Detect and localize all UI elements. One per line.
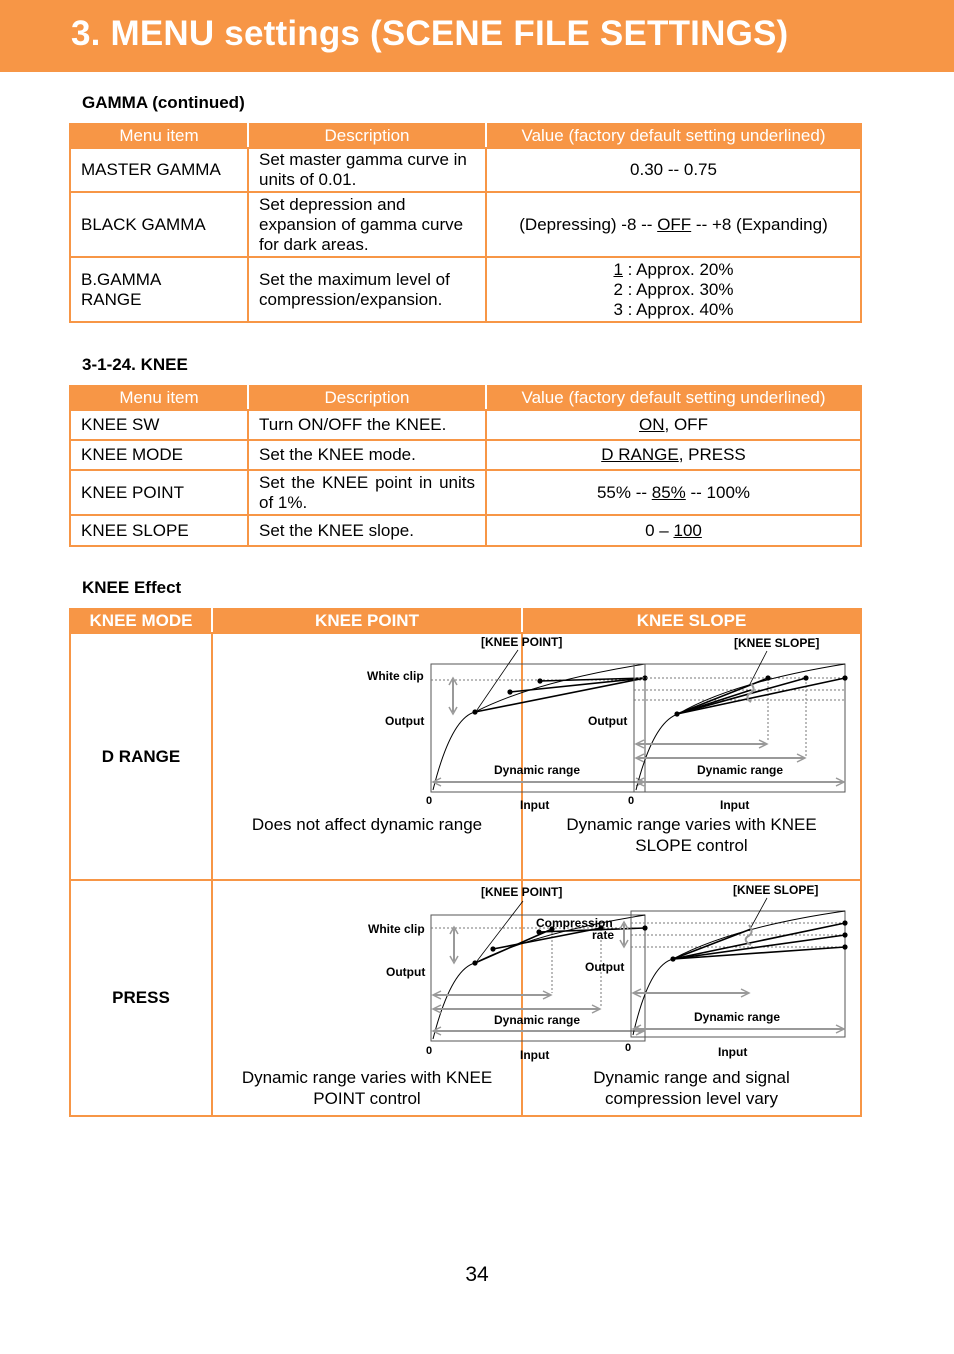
knee-point-marker <box>674 711 679 716</box>
knee-mode-cell: PRESS <box>70 880 212 1116</box>
column-header: Description <box>248 124 486 148</box>
description-cell: Set the KNEE point in units of 1%. <box>248 470 486 515</box>
knee-slope-line <box>677 678 845 714</box>
knee-point-marker <box>472 960 477 965</box>
compression-label: Compression <box>536 916 613 930</box>
description-cell: Set master gamma curve in units of 0.01. <box>248 148 486 192</box>
output-label: Output <box>385 714 425 728</box>
origin-label: 0 <box>426 1045 433 1057</box>
output-label: Output <box>386 965 426 979</box>
value-cell: 55% -- 85% -- 100% <box>486 470 861 515</box>
knee-table <box>69 385 862 547</box>
description-cell: Set the KNEE slope. <box>248 515 486 546</box>
output-label: Output <box>588 714 628 728</box>
input-label: Input <box>718 1045 748 1059</box>
column-header: KNEE SLOPE <box>522 609 861 633</box>
gamma-table <box>69 123 862 323</box>
white-clip-label: White clip <box>367 669 424 683</box>
page-header-banner <box>0 0 954 72</box>
knee-section-heading: 3-1-24. KNEE <box>82 355 188 374</box>
table-row <box>70 257 861 322</box>
menu-item-cell: KNEE SW <box>70 410 248 440</box>
menu-item-cell: KNEE SLOPE <box>70 515 248 546</box>
menu-item-cell: MASTER GAMMA <box>70 148 248 192</box>
column-header: Menu item <box>70 386 248 410</box>
knee-point-drange-graph <box>213 634 581 814</box>
value-cell: 0.30 -- 0.75 <box>486 148 861 192</box>
input-label: Input <box>520 1048 550 1062</box>
dynamic-range-label: Dynamic range <box>694 1010 781 1024</box>
dynamic-range-label: Dynamic range <box>494 1013 581 1027</box>
graph-label: [KNEE POINT] <box>481 635 563 649</box>
menu-item-cell: BLACK GAMMA <box>70 192 248 257</box>
table-header-row <box>70 386 861 410</box>
default-value: 85% <box>651 482 686 502</box>
value-cell: ON, OFF <box>486 410 861 440</box>
default-value: ON <box>639 415 665 434</box>
description-cell: Set the maximum level of compression/expansion. <box>248 257 486 322</box>
value-cell: D RANGE, PRESS <box>486 440 861 470</box>
graph-caption: Does not affect dynamic range <box>251 815 483 834</box>
knee-mode-cell: D RANGE <box>70 633 212 880</box>
table-row <box>70 515 861 546</box>
knee-slope-line <box>677 678 806 714</box>
table-row <box>70 410 861 440</box>
knee-point-marker <box>490 946 495 951</box>
menu-item-cell: KNEE MODE <box>70 440 248 470</box>
knee-effect-heading: KNEE Effect <box>82 578 182 597</box>
knee-point-cell <box>212 633 581 880</box>
knee-slope-line <box>677 678 768 714</box>
knee-slope-drange-graph <box>523 634 858 814</box>
input-label: Input <box>520 798 550 812</box>
input-label: Input <box>720 798 750 812</box>
description-cell: Set the KNEE mode. <box>248 440 486 470</box>
table-row <box>70 470 861 515</box>
table-row <box>70 880 861 1116</box>
graph-caption: Dynamic range varies with KNEE SLOPE control <box>566 815 817 855</box>
knee-point-marker <box>507 689 512 694</box>
knee-slope-cell <box>522 880 861 1116</box>
white-clip-label: White clip <box>368 922 425 936</box>
origin-label: 0 <box>628 795 635 807</box>
knee-slope-cell <box>522 633 861 880</box>
table-row <box>70 633 861 880</box>
graph-label: [KNEE SLOPE] <box>734 636 820 650</box>
value-cell: 1 : Approx. 20% 2 : Approx. 30% 3 : Approx. 40% <box>486 257 861 322</box>
graph-caption: Dynamic range varies with KNEE POINT control <box>241 1068 493 1108</box>
column-header: KNEE POINT <box>212 609 522 633</box>
table-header-row <box>70 609 861 633</box>
knee-slope-press-graph <box>523 881 858 1067</box>
default-value: 1 <box>613 259 623 279</box>
dynamic-range-label: Dynamic range <box>697 763 784 777</box>
value-cell: (Depressing) -8 -- OFF -- +8 (Expanding) <box>486 192 861 257</box>
column-header: Menu item <box>70 124 248 148</box>
origin-label: 0 <box>625 1042 632 1054</box>
knee-point-marker <box>670 956 675 961</box>
value-cell: 0 – 100 <box>486 515 861 546</box>
dynamic-range-label: Dynamic range <box>494 763 581 777</box>
page-number: 34 <box>465 1263 489 1286</box>
column-header: Value (factory default setting underlined) <box>486 386 861 410</box>
column-header: KNEE MODE <box>70 609 212 633</box>
table-row <box>70 148 861 192</box>
knee-effect-table <box>69 608 862 1117</box>
default-value: D RANGE <box>601 445 679 464</box>
table-header-row <box>70 124 861 148</box>
description-cell: Set depression and expansion of gamma curve for dark areas. <box>248 192 486 257</box>
graph-caption: Dynamic range and signal compression level vary <box>593 1068 790 1108</box>
gamma-section-heading: GAMMA (continued) <box>82 93 245 112</box>
graph-label: [KNEE SLOPE] <box>733 883 819 897</box>
graph-label: [KNEE POINT] <box>481 885 563 899</box>
menu-item-cell: KNEE POINT <box>70 470 248 515</box>
output-label: Output <box>585 960 625 974</box>
table-row <box>70 192 861 257</box>
table-row <box>70 440 861 470</box>
column-header: Value (factory default setting underlined) <box>486 124 861 148</box>
default-value: 100 <box>673 520 702 540</box>
column-header: Description <box>248 386 486 410</box>
default-value: OFF <box>657 214 692 234</box>
knee-point-marker <box>472 709 477 714</box>
page-title: 3. MENU settings (SCENE FILE SETTINGS) <box>71 14 789 53</box>
compression-label: rate <box>592 928 615 942</box>
menu-item-cell: B.GAMMA RANGE <box>70 257 248 322</box>
description-cell: Turn ON/OFF the KNEE. <box>248 410 486 440</box>
origin-label: 0 <box>426 795 433 807</box>
